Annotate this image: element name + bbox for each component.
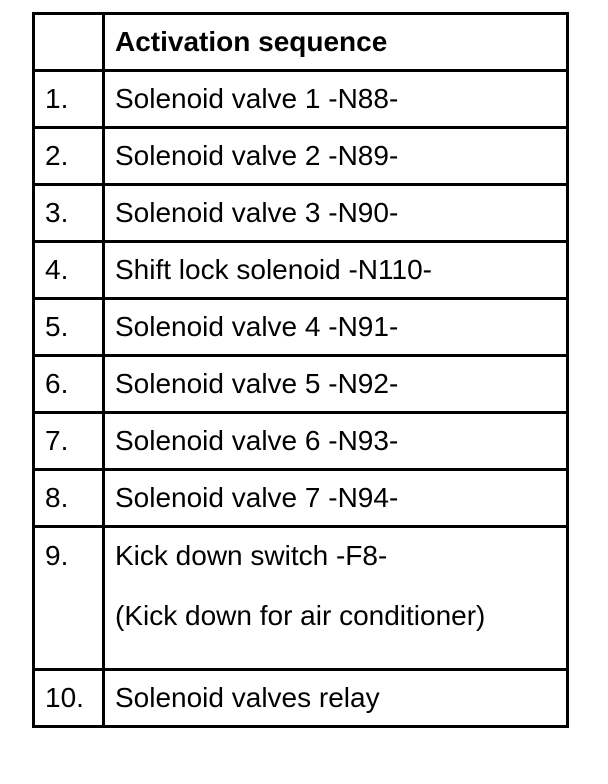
row-description: Solenoid valves relay bbox=[104, 670, 568, 727]
table-row bbox=[34, 470, 568, 527]
row-description: Solenoid valve 1 -N88- bbox=[104, 71, 568, 128]
header-number-cell bbox=[34, 14, 104, 71]
table-row bbox=[34, 527, 568, 670]
table-header-row bbox=[34, 14, 568, 71]
row-note: (Kick down for air conditioner) bbox=[115, 600, 486, 631]
row-number: 10. bbox=[34, 670, 104, 727]
activation-sequence-table bbox=[32, 12, 569, 728]
header-description-cell: Activation sequence bbox=[104, 14, 568, 71]
table-row bbox=[34, 356, 568, 413]
table-row bbox=[34, 128, 568, 185]
row-description: Solenoid valve 5 -N92- bbox=[104, 356, 568, 413]
table-row bbox=[34, 185, 568, 242]
row-number: 4. bbox=[34, 242, 104, 299]
row-number: 9. bbox=[34, 527, 104, 670]
row-description: Shift lock solenoid -N110- bbox=[104, 242, 568, 299]
row-description-cell bbox=[104, 527, 568, 670]
row-number: 7. bbox=[34, 413, 104, 470]
table-row bbox=[34, 242, 568, 299]
row-number: 6. bbox=[34, 356, 104, 413]
row-description: Kick down switch -F8- bbox=[115, 540, 388, 571]
table-row bbox=[34, 71, 568, 128]
row-description: Solenoid valve 6 -N93- bbox=[104, 413, 568, 470]
row-description: Solenoid valve 2 -N89- bbox=[104, 128, 568, 185]
row-number: 3. bbox=[34, 185, 104, 242]
row-description: Solenoid valve 3 -N90- bbox=[104, 185, 568, 242]
row-number: 5. bbox=[34, 299, 104, 356]
row-description: Solenoid valve 7 -N94- bbox=[104, 470, 568, 527]
row-description: Solenoid valve 4 -N91- bbox=[104, 299, 568, 356]
row-number: 1. bbox=[34, 71, 104, 128]
table-row bbox=[34, 413, 568, 470]
row-number: 2. bbox=[34, 128, 104, 185]
table-row bbox=[34, 670, 568, 727]
row-number: 8. bbox=[34, 470, 104, 527]
table-row bbox=[34, 299, 568, 356]
